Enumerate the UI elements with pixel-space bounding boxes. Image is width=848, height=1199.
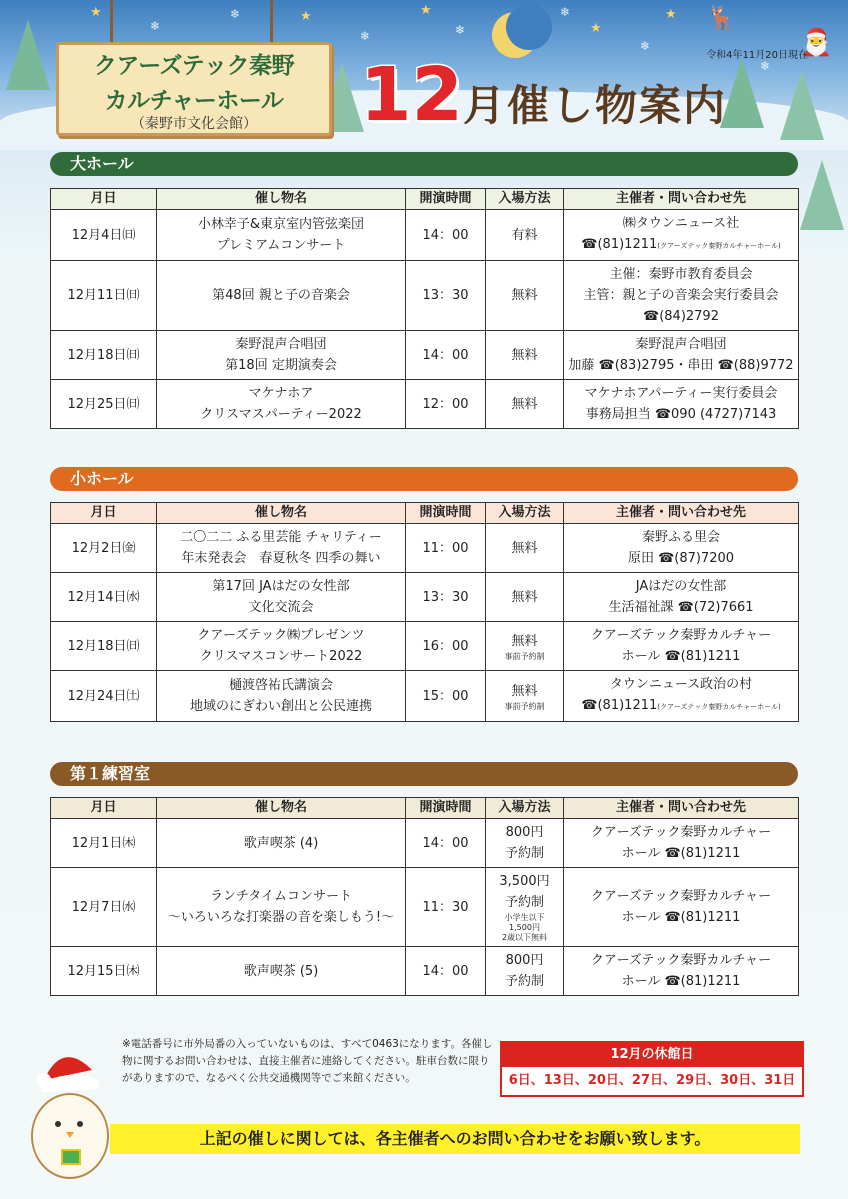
table-row (51, 380, 799, 429)
admission: 無料 事前予約制 (486, 622, 564, 671)
venue-name-line1: クアーズテック秦野 (93, 53, 295, 79)
table-row (51, 622, 799, 671)
venue-name-line2: カルチャーホール (104, 88, 284, 114)
snowflake-icon: ❄ (760, 59, 771, 73)
event-time: 13：30 (406, 573, 486, 622)
event-time: 14：00 (406, 819, 486, 868)
event-time: 15：00 (406, 671, 486, 722)
contact: タウンニュース政治の村 ☎(81)1211(クアーズテック秦野カルチャーホール) (564, 671, 799, 722)
table-row (51, 210, 799, 261)
footer-note: ※電話番号に市外局番の入っていないものは、すべて0463になります。各催し物に関するお問い合わせは、直接主催者に連絡してください。駐車台数に限りがありますので、なるべく公共交通機関等でご来館ください。 (122, 1038, 493, 1084)
snowflake-icon: ❄ (560, 5, 571, 19)
contact: JAはだの女性部 生活福祉課 ☎(72)7661 (564, 573, 799, 622)
event-name: 樋渡啓祐氏講演会 地域のにぎわい創出と公民連携 (157, 671, 406, 722)
event-name: ランチタイムコンサート 〜いろいろな打楽器の音を楽しもう!〜 (157, 868, 406, 947)
event-date: 12月7日㈬ (51, 868, 157, 947)
admission: 有料 (486, 210, 564, 261)
admission: 無料 (486, 261, 564, 331)
event-date: 12月15日㈭ (51, 947, 157, 996)
contact: クアーズテック秦野カルチャー ホール ☎(81)1211 (564, 947, 799, 996)
event-time: 11：00 (406, 524, 486, 573)
event-name: 第17回 JAはだの女性部 文化交流会 (157, 573, 406, 622)
table-row (51, 331, 799, 380)
admission: 800円 予約制 (486, 819, 564, 868)
contact: 主催：秦野市教育委員会 主管：親と子の音楽会実行委員会 ☎(84)2792 (564, 261, 799, 331)
events-table-main-hall (50, 188, 799, 429)
event-date: 12月11日㈰ (51, 261, 157, 331)
column-header: 月日 (51, 503, 157, 524)
event-name: 第48回 親と子の音楽会 (157, 261, 406, 331)
event-date: 12月1日㈭ (51, 819, 157, 868)
contact: 秦野ふる里会 原田 ☎(87)7200 (564, 524, 799, 573)
admission: 無料 (486, 524, 564, 573)
event-time: 14：00 (406, 331, 486, 380)
column-header: 主催者・問い合わせ先 (564, 503, 799, 524)
table-header-row (51, 189, 799, 210)
contact: クアーズテック秦野カルチャー ホール ☎(81)1211 (564, 819, 799, 868)
table-row (51, 261, 799, 331)
section-bar-practice-room: 第１練習室 (50, 762, 798, 786)
event-name: 小林幸子&東京室内管弦楽団 プレミアムコンサート (157, 210, 406, 261)
star-icon: ★ (590, 21, 602, 36)
title-text: 月催し物案内 (462, 81, 727, 130)
table-row (51, 671, 799, 722)
snowflake-icon: ❄ (150, 19, 161, 33)
event-date: 12月24日㈯ (51, 671, 157, 722)
event-date: 12月25日㈰ (51, 380, 157, 429)
event-time: 14：00 (406, 210, 486, 261)
tree-icon (800, 160, 844, 230)
column-header: 開演時間 (406, 798, 486, 819)
closed-days-title: 12月の休館日 (502, 1043, 802, 1067)
star-icon: ★ (90, 5, 102, 20)
column-header: 開演時間 (406, 189, 486, 210)
table-row (51, 573, 799, 622)
event-date: 12月4日㈰ (51, 210, 157, 261)
star-icon: ★ (300, 9, 312, 24)
page-title (360, 52, 727, 138)
event-date: 12月18日㈰ (51, 331, 157, 380)
snowflake-icon: ❄ (455, 23, 466, 37)
column-header: 月日 (51, 798, 157, 819)
venue-sign (56, 42, 332, 136)
column-header: 主催者・問い合わせ先 (564, 798, 799, 819)
admission: 無料 事前予約制 (486, 671, 564, 722)
column-header: 月日 (51, 189, 157, 210)
event-time: 14：00 (406, 947, 486, 996)
event-name: 秦野混声合唱団 第18回 定期演奏会 (157, 331, 406, 380)
column-header: 入場方法 (486, 503, 564, 524)
column-header: 催し物名 (157, 189, 406, 210)
event-date: 12月14日㈬ (51, 573, 157, 622)
table-header-row (51, 503, 799, 524)
santa-sleigh-icon: 🎅 (800, 28, 833, 58)
snowflake-icon: ❄ (230, 7, 241, 21)
star-icon: ★ (665, 7, 677, 22)
table-row (51, 524, 799, 573)
column-header: 開演時間 (406, 503, 486, 524)
event-date: 12月2日㈮ (51, 524, 157, 573)
event-name: 歌声喫茶 (5) (157, 947, 406, 996)
contact: マケナホアパーティー実行委員会 事務局担当 ☎090 (4727)7143 (564, 380, 799, 429)
venue-subtitle: （秦野市文化会館） (131, 116, 257, 132)
event-name: クアーズテック㈱プレゼンツ クリスマスコンサート2022 (157, 622, 406, 671)
event-time: 12：00 (406, 380, 486, 429)
event-time: 16：00 (406, 622, 486, 671)
event-name: マケナホア クリスマスパーティー2022 (157, 380, 406, 429)
tree-icon (6, 20, 50, 90)
column-header: 催し物名 (157, 798, 406, 819)
column-header: 主催者・問い合わせ先 (564, 189, 799, 210)
star-icon: ★ (420, 3, 432, 18)
closed-days-box (500, 1041, 804, 1097)
reindeer-icon: 🦌 (706, 4, 736, 32)
column-header: 入場方法 (486, 189, 564, 210)
event-time: 11：30 (406, 868, 486, 947)
title-month-number: 12 (360, 52, 463, 138)
admission: 無料 (486, 331, 564, 380)
table-row (51, 819, 799, 868)
table-row (51, 868, 799, 947)
table-row (51, 947, 799, 996)
section-bar-small-hall: 小ホール (50, 467, 798, 491)
column-header: 催し物名 (157, 503, 406, 524)
event-date: 12月18日㈰ (51, 622, 157, 671)
snowflake-icon: ❄ (640, 39, 651, 53)
event-name: 二〇二二 ふる里芸能 チャリティー 年末発表会 春夏秋冬 四季の舞い (157, 524, 406, 573)
snowflake-icon: ❄ (360, 29, 371, 43)
as-of-date: 令和4年11月20日現在 (706, 50, 808, 61)
contact: クアーズテック秦野カルチャー ホール ☎(81)1211 (564, 622, 799, 671)
admission: 無料 (486, 380, 564, 429)
bottom-message: 上記の催しに関しては、各主催者へのお問い合わせをお願い致します。 (110, 1124, 800, 1154)
column-header: 入場方法 (486, 798, 564, 819)
closed-days-list: 6日、13日、20日、27日、29日、30日、31日 (508, 1073, 796, 1088)
chick-mascot-illustration (22, 1040, 118, 1180)
events-table-small-hall (50, 502, 799, 722)
admission: 無料 (486, 573, 564, 622)
event-name: 歌声喫茶 (4) (157, 819, 406, 868)
table-header-row (51, 798, 799, 819)
contact: ㈱タウンニュース社 ☎(81)1211(クアーズテック秦野カルチャーホール) (564, 210, 799, 261)
tree-icon (780, 70, 824, 140)
admission: 800円 予約制 (486, 947, 564, 996)
admission: 3,500円 予約制 小学生以下 1,500円 2歳以下無料 (486, 868, 564, 947)
section-bar-main-hall: 大ホール (50, 152, 798, 176)
events-table-practice-room (50, 797, 799, 996)
contact: クアーズテック秦野カルチャー ホール ☎(81)1211 (564, 868, 799, 947)
contact: 秦野混声合唱団 加藤 ☎(83)2795・串田 ☎(88)9772 (564, 331, 799, 380)
event-time: 13：30 (406, 261, 486, 331)
